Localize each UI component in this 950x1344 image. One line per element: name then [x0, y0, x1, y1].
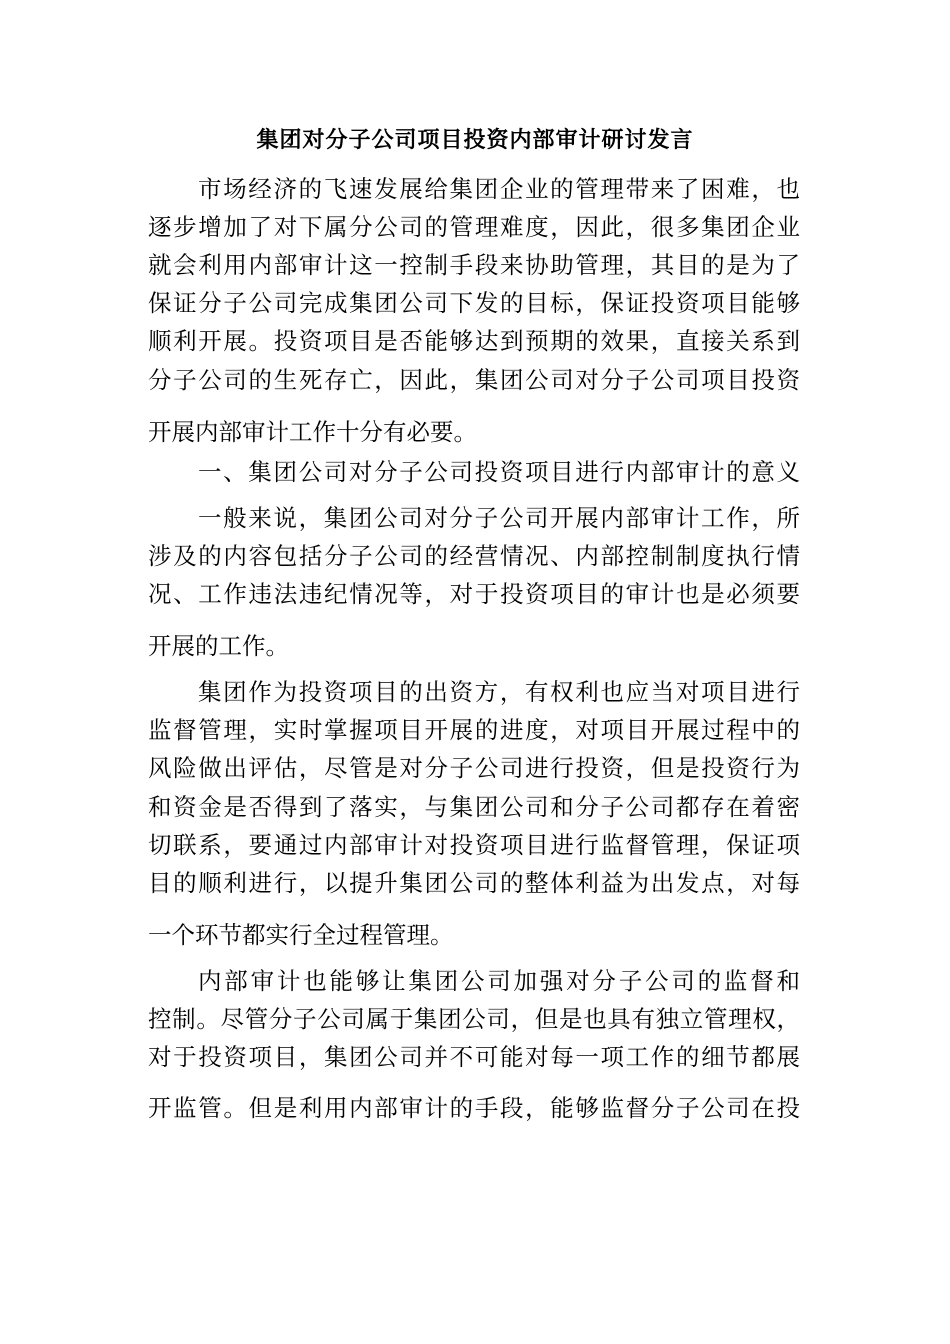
paragraph-1-line-1: 市场经济的飞速发展给集团企业的管理带来了困难，也 — [198, 175, 800, 203]
paragraph-2-line-3: 况、工作违法违纪情况等，对于投资项目的审计也是必须要 — [148, 580, 800, 608]
paragraph-3-line-6: 目的顺利进行，以提升集团公司的整体利益为出发点，对每 — [148, 869, 800, 897]
paragraph-2-line-1: 一般来说，集团公司对分子公司开展内部审计工作，所 — [198, 504, 800, 532]
paragraph-3-line-5: 切联系，要通过内部审计对投资项目进行监督管理，保证项 — [148, 831, 800, 859]
paragraph-3-line-7: 一个环节都实行全过程管理。 — [148, 921, 454, 949]
paragraph-4-line-1: 内部审计也能够让集团公司加强对分子公司的监督和 — [198, 967, 800, 995]
paragraph-1-line-5: 顺利开展。投资项目是否能够达到预期的效果，直接关系到 — [148, 327, 800, 355]
paragraph-2-line-2: 涉及的内容包括分子公司的经营情况、内部控制制度执行情 — [148, 542, 800, 570]
paragraph-3-line-4: 和资金是否得到了落实，与集团公司和分子公司都存在着密 — [148, 793, 800, 821]
paragraph-3-line-3: 风险做出评估，尽管是对分子公司进行投资，但是投资行为 — [148, 754, 800, 782]
paragraph-4-line-4: 开监管。但是利用内部审计的手段，能够监督分子公司在投 — [148, 1094, 800, 1122]
paragraph-1-line-7: 开展内部审计工作十分有必要。 — [148, 418, 477, 446]
paragraph-4-line-3: 对于投资项目，集团公司并不可能对每一项工作的细节都展 — [148, 1043, 800, 1071]
paragraph-1-line-2: 逐步增加了对下属分公司的管理难度，因此，很多集团企业 — [148, 213, 800, 241]
section-heading-1: 一、集团公司对分子公司投资项目进行内部审计的意义 — [198, 458, 800, 486]
paragraph-3-line-1: 集团作为投资项目的出资方，有权利也应当对项目进行 — [198, 678, 800, 706]
paragraph-1-line-6: 分子公司的生死存亡，因此，集团公司对分子公司项目投资 — [148, 366, 800, 394]
paragraph-4-line-2: 控制。尽管分子公司属于集团公司，但是也具有独立管理权， — [148, 1005, 800, 1033]
paragraph-1-line-3: 就会利用内部审计这一控制手段来协助管理，其目的是为了 — [148, 251, 800, 279]
paragraph-3-line-2: 监督管理，实时掌握项目开展的进度，对项目开展过程中的 — [148, 716, 800, 744]
paragraph-2-line-4: 开展的工作。 — [148, 632, 289, 660]
paragraph-1-line-4: 保证分子公司完成集团公司下发的目标，保证投资项目能够 — [148, 289, 800, 317]
document-title: 集团对分子公司项目投资内部审计研讨发言 — [256, 127, 694, 153]
